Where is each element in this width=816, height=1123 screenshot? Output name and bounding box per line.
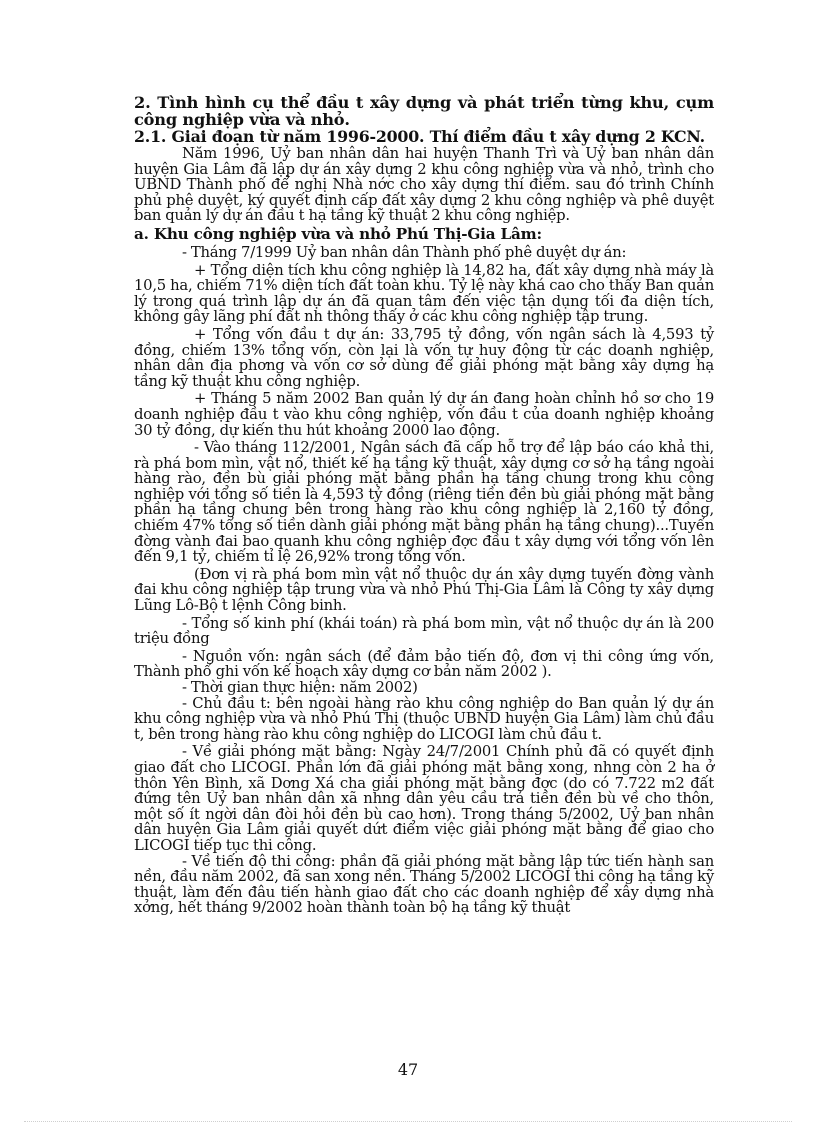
paragraph: + Tháng 5 năm 2002 Ban quản lý dự án đang hoàn chỉnh hồ sơ cho 19 doanh nghiệp đầu t vào khu công nghiệp, vốn đầu t của doanh nghiệp khoảng 30 tỷ đồng, dự kiến thu hút khoảng 2000 lao động. bbox=[134, 390, 714, 439]
paragraph: - Tháng 7/1999 Uỷ ban nhân dân Thành phố phê duyệt dự án: bbox=[182, 243, 627, 261]
document-page bbox=[134, 94, 714, 916]
paragraph: - Chủ đầu t: bên ngoài hàng rào khu công nghiệp do Ban quản lý dự án khu công nghiệp vừa và nhỏ Phú Thị (thuộc UBND huyện Gia Lâm) làm chủ đầu t, bên trong hàng rào khu công nghiệp do LICOGI làm chủ đầu t. bbox=[134, 694, 714, 743]
subsection-heading: 2.1. Giai đoạn từ năm 1996-2000. Thí điểm đầu t xây dựng 2 KCN. bbox=[134, 127, 705, 146]
paragraph: - Vào tháng 112/2001, Ngân sách đã cấp hỗ trợ để lập báo cáo khả thi, rà phá bom mìn, vật nổ, thiết kế hạ tầng kỹ thuật, xây dựng cơ sở hạ tầng ngoài hàng rào, đền bù giải phóng mặt bằng phần hạ tầng chung trong khu công nghiệp với tổng số tiền là 4,593 tỷ đồng (riêng tiền đền bù giải phóng mặt bằng phần hạ tầng chung bên trong hàng rào khu công nghiệp là 2,160 tỷ đồng, chiếm 47% tổng số tiền dành giải phóng mặt bằng phần hạ tầng chung)...Tuyến đờng vành đai bao quanh khu công nghiệp đợc đầu t xây dựng với tổng vốn lên đến 9,1 tỷ, chiếm tỉ lệ 26,92% trong tổng vốn. bbox=[134, 439, 714, 566]
paragraph: - Về giải phóng mặt bằng: Ngày 24/7/2001 Chính phủ đã có quyết định giao đất cho LICOGI. Phần lớn đã giải phóng mặt bằng xong, nhng còn 2 ha ở thôn Yên Bình, xã Dơng Xá cha giải phóng mặt bằng đợc (do có 7.722 m2 đất đứng tên Uỷ ban nhân dân xã nhng dân yêu cầu trả tiền đền bù về cho thôn, một số ít ngời dân đòi hỏi đền bù cao hơn). Trong tháng 5/2002, Uỷ ban nhân dân huyện Gia Lâm giải quyết dứt điểm việc giải phóng mặt bằng để giao cho LICOGI tiếp tục thi công. bbox=[134, 743, 714, 854]
section-a-title: a. Khu công nghiệp vừa và nhỏ Phú Thị-Gia Lâm: bbox=[134, 224, 542, 243]
paragraph: (Đơn vị rà phá bom mìn vật nổ thuộc dự án xây dựng tuyến đờng vành đai khu công nghiệp tập trung vừa và nhỏ Phú Thị-Gia Lâm là Công ty xây dựng Lũng Lô-Bộ t lệnh Công binh. bbox=[134, 565, 714, 615]
section-heading: 2. Tình hình cụ thể đầu t xây dựng và phát triển từng khu, cụm công nghiệp vừa và nhỏ. bbox=[134, 93, 714, 129]
paragraph: - Tổng số kinh phí (khái toán) rà phá bom mìn, vật nổ thuộc dự án là 200 triệu đồng bbox=[134, 614, 714, 648]
page-bottom-divider bbox=[24, 1121, 792, 1122]
page-number: 47 bbox=[397, 1060, 419, 1079]
paragraph: - Thời gian thực hiện: năm 2002) bbox=[182, 679, 418, 696]
intro-paragraph: Năm 1996, Uỷ ban nhân dân hai huyện Thanh Trì và Uỷ ban nhân dân huyện Gia Lâm đã lập dự án xây dựng 2 khu công nghiệp vừa và nhỏ, trình cho UBND Thành phố để nghị Nhà nớc cho xây dựng thí điểm. sau đó trình Chính phủ phê duyệt, ký quyết định cấp đất xây dựng 2 khu công nghiệp và phê duyệt ban quản lý dự án đầu t hạ tầng kỹ thuật 2 khu công nghiệp. bbox=[134, 145, 714, 225]
paragraph: - Về tiến độ thi công: phần đã giải phóng mặt bằng lập tức tiến hành san nền, đầu năm 2002, đã san xong nền. Tháng 5/2002 LICOGI thi công hạ tầng kỹ thuật, làm đến đâu tiến hành giao đất cho các doanh nghiệp để xây dựng nhà xởng, hết tháng 9/2002 hoàn thành toàn bộ hạ tầng kỹ thuật bbox=[134, 852, 714, 917]
paragraph: + Tổng vốn đầu t dự án: 33,795 tỷ đồng, vốn ngân sách là 4,593 tỷ đồng, chiếm 13% tổng vốn, còn lại là vốn tự huy động từ các doanh nghiệp, nhân dân địa phơng và vốn cơ sở dùng để giải phóng mặt bằng xây dựng hạ tầng kỹ thuật khu công nghiệp. bbox=[134, 325, 714, 390]
paragraph: + Tổng diện tích khu công nghiệp là 14,82 ha, đất xây dựng nhà máy là 10,5 ha, chiếm 71% diện tích đất toàn khu. Tỷ lệ này khá cao cho thấy Ban quản lý trong quá trình lập dự án đã quan tâm đến việc tận dụng tối đa diện tích, không gây lãng phí đất nh thông thấy ở các khu công nghiệp tập trung. bbox=[134, 261, 714, 326]
paragraph: - Nguồn vốn: ngân sách (để đảm bảo tiến độ, đơn vị thi công ứng vốn, Thành phố ghi vốn kế hoạch xây dựng cơ bản năm 2002 ). bbox=[134, 647, 714, 681]
